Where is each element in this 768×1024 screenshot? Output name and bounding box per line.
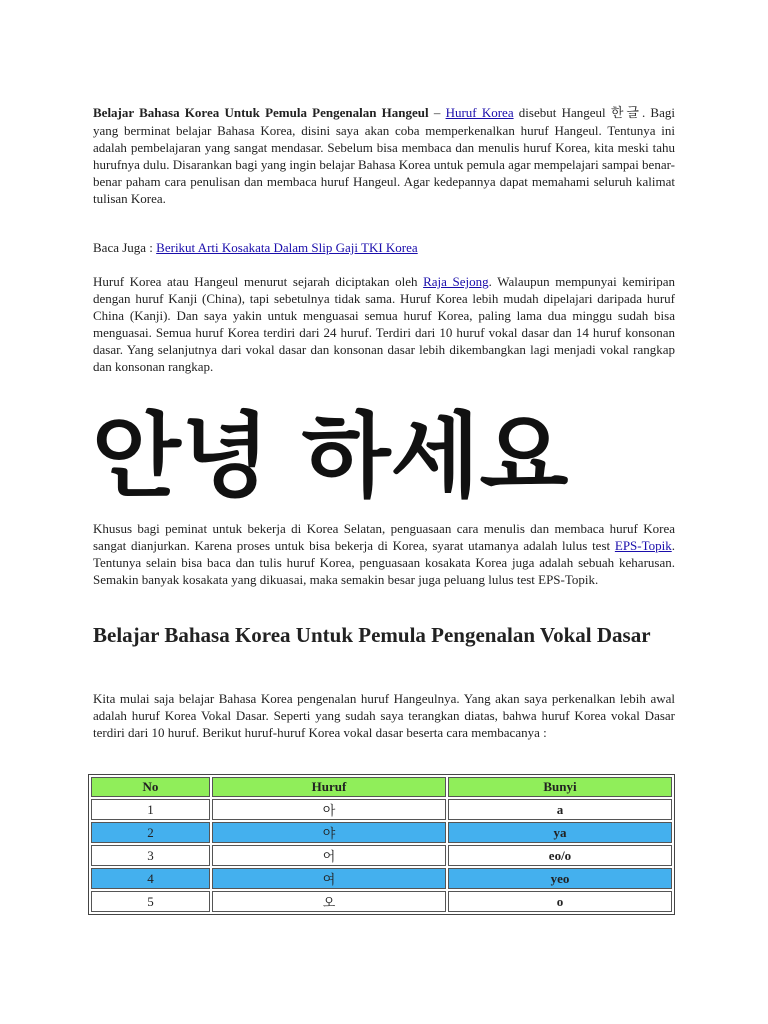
cell-bunyi: eo/o — [448, 845, 672, 866]
hangul-word: 한글 — [610, 106, 642, 121]
cell-no: 2 — [91, 822, 210, 843]
history-text-2: . Walaupun mempunyai kemiripan dengan huruf Kanji (China), tapi sebetulnya tidak sama. Huruf Korea lebih mudah dipelajari daripada huruf China (Kanji). Dan saya yakin untuk menguasai semua huruf Korea, paling lama dua minggu sudah bisa menguasai. Semua huruf Korea terdiri dari 24 huruf. Terdiri dari 10 huruf vokal dasar dan 14 huruf konsonan dasar. Yang selanjutnya dari vokal dasar dan konsonan dasar lebih dikembangkan lagi menjadi vokal rangkap dan konsonan rangkap. — [93, 274, 676, 374]
intro-bold-title: Belajar Bahasa Korea Untuk Pemula Pengenalan Hangeul — [93, 105, 429, 120]
cell-huruf: 아 — [212, 799, 446, 820]
huruf-korea-link[interactable]: Huruf Korea — [445, 105, 514, 120]
cell-huruf: 어 — [212, 845, 446, 866]
cell-no: 3 — [91, 845, 210, 866]
table-row — [91, 891, 672, 912]
cell-bunyi: o — [448, 891, 672, 912]
cell-bunyi: a — [448, 799, 672, 820]
history-text-1: Huruf Korea atau Hangeul menurut sejarah diciptakan oleh — [93, 274, 424, 289]
intro-text-1: disebut Hangeul — [513, 105, 611, 120]
table-row — [91, 799, 672, 820]
baca-juga-label: Baca Juga : — [93, 240, 157, 255]
annyeong-haseyo-image: 안녕 하세요 — [92, 403, 569, 510]
eps-topik-link[interactable]: EPS-Topik — [614, 538, 672, 553]
section-paragraph: Kita mulai saja belajar Bahasa Korea pengenalan huruf Hangeulnya. Yang akan saya perkenalkan lebih awal adalah huruf Korea Vokal Dasar. Seperti yang sudah saya terangkan diatas, bahwa huruf Korea vokal Dasar terdiri dari 10 huruf. Berikut huruf-huruf Korea vokal dasar beserta cara membacanya : — [93, 691, 675, 740]
raja-sejong-link[interactable]: Raja Sejong — [423, 274, 489, 289]
baca-juga-line — [93, 239, 675, 256]
cell-no: 1 — [91, 799, 210, 820]
table-row — [91, 868, 672, 889]
cell-huruf: 야 — [212, 822, 446, 843]
section-heading: Belajar Bahasa Korea Untuk Pemula Pengenalan Vokal Dasar — [93, 623, 651, 647]
intro-text-2: . Bagi yang berminat belajar Bahasa Korea, disini saya akan coba memperkenalkan huruf Hangeul. Tentunya ini adalah pembelajaran yang sangat mendasar. Sebelum bisa membaca dan menulis huruf Korea, kita meski tahu hurufnya dulu. Disarankan bagi yang ingin belajar Bahasa Korea untuk pemula agar mempelajari sampai benar-benar paham cara penulisan dan membaca huruf Hangeul. Agar kedepannya dapat memahami seluruh kalimat tulisan Korea. — [93, 105, 675, 206]
cell-huruf: 오 — [212, 891, 446, 912]
cell-bunyi: ya — [448, 822, 672, 843]
eps-text-1: Khusus bagi peminat untuk bekerja di Korea Selatan, penguasaan cara menulis dan membaca huruf Korea sangat dianjurkan. Karena proses untuk bisa bekerja di Korea, syarat utamanya adalah lulus test — [93, 521, 675, 553]
intro-paragraph — [93, 104, 675, 207]
cell-bunyi: yeo — [448, 868, 672, 889]
history-paragraph — [93, 273, 675, 375]
table-row — [91, 822, 672, 843]
vowel-table — [88, 774, 675, 915]
cell-huruf: 여 — [212, 868, 446, 889]
table-row — [91, 845, 672, 866]
header-no: No — [91, 777, 210, 797]
intro-dash: – — [433, 105, 441, 120]
baca-juga-link[interactable]: Berikut Arti Kosakata Dalam Slip Gaji TKI Korea — [156, 240, 418, 255]
eps-text-2: . Tentunya selain bisa baca dan tulis huruf Korea, penguasaan kosakata Korea juga adalah sebuah keharusan. Semakin banyak kosakata yang dikuasai, maka semakin besar juga peluang lulus test EPS-Topik. — [93, 538, 675, 587]
header-huruf: Huruf — [212, 777, 446, 797]
cell-no: 4 — [91, 868, 210, 889]
eps-topik-paragraph — [93, 520, 675, 588]
cell-no: 5 — [91, 891, 210, 912]
header-bunyi: Bunyi — [448, 777, 672, 797]
table-header-row — [91, 777, 672, 797]
